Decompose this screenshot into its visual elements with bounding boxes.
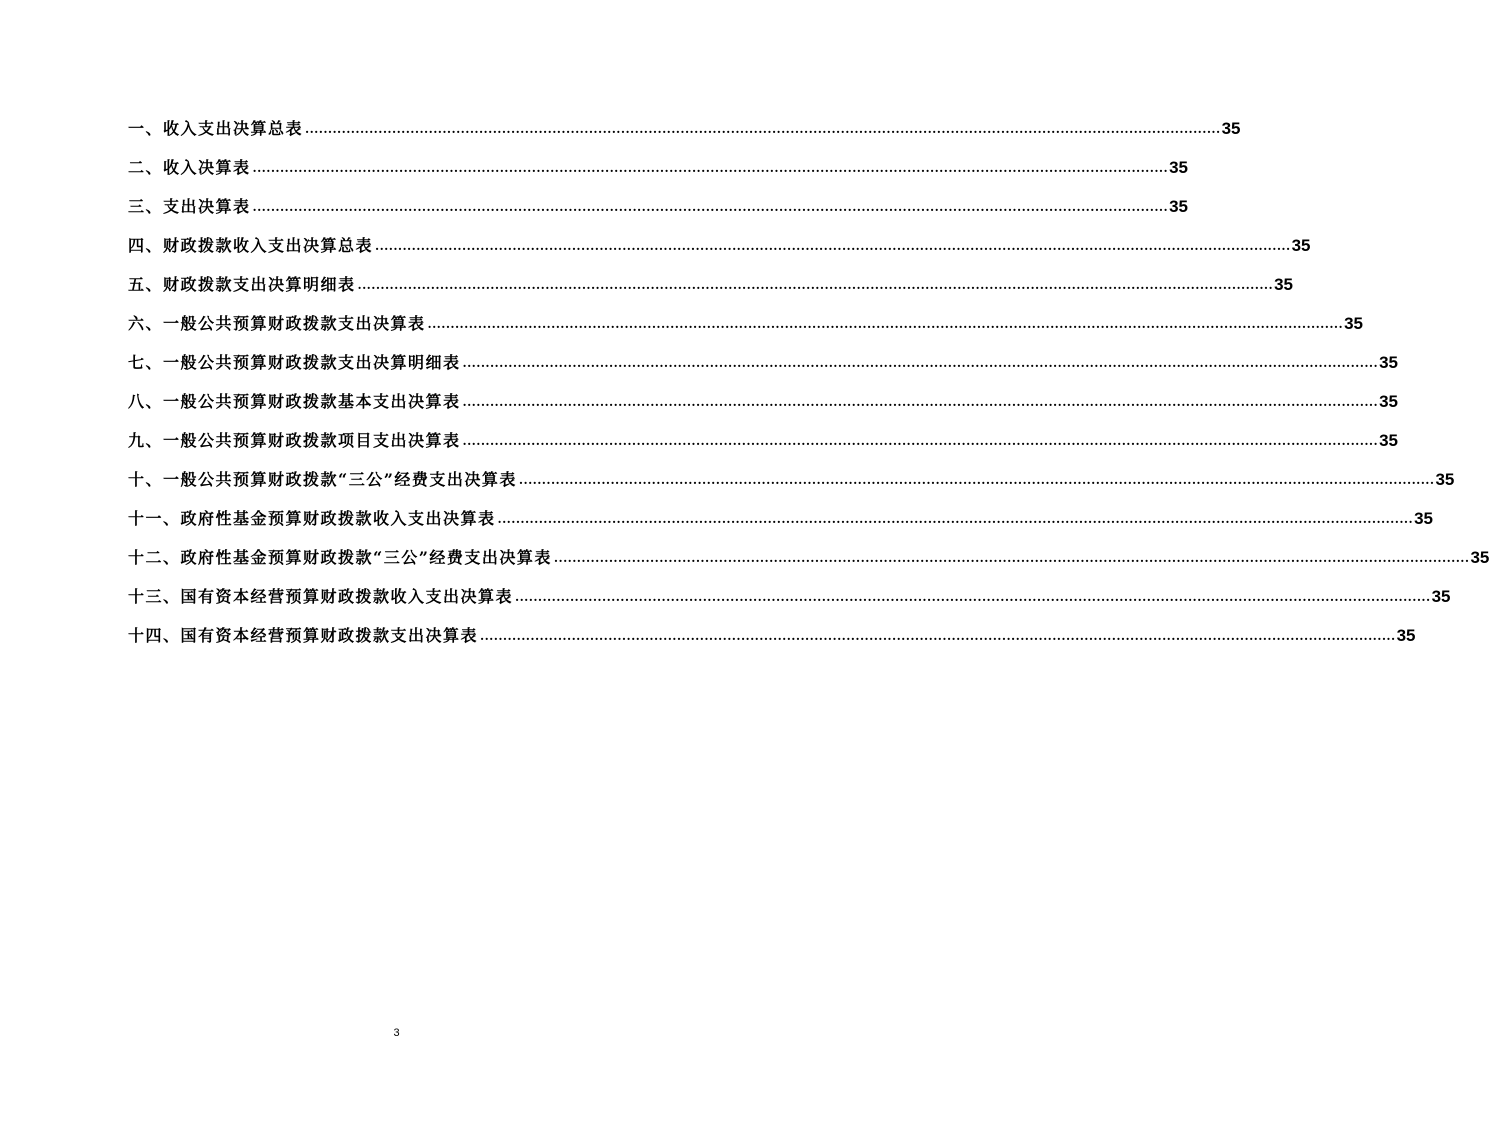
- toc-dot-leader: ........................................................................................................................................................................................................: [357, 278, 1274, 292]
- toc-dot-leader: ........................................................................................................................................................................................................: [497, 512, 1414, 526]
- toc-entry[interactable]: [128, 417, 1398, 456]
- toc-entry[interactable]: [128, 300, 1363, 339]
- toc-entry[interactable]: [128, 261, 1293, 300]
- toc-entry-title[interactable]: 一、收入支出决算总表: [128, 119, 304, 138]
- toc-dot-leader: ........................................................................................................................................................................................................: [462, 395, 1379, 409]
- toc-dot-leader: ........................................................................................................................................................................................................: [375, 239, 1291, 253]
- toc-entry-page[interactable]: 35: [1344, 314, 1363, 333]
- toc-dot-leader: ........................................................................................................................................................................................................: [518, 473, 1435, 487]
- toc-entry-title[interactable]: 四、财政拨款收入支出决算总表: [128, 236, 374, 255]
- toc-entry[interactable]: [128, 495, 1433, 534]
- toc-entry[interactable]: [128, 222, 1311, 261]
- toc-entry[interactable]: [128, 183, 1188, 222]
- toc-entry[interactable]: [128, 378, 1398, 417]
- toc-dot-leader: ........................................................................................................................................................................................................: [553, 551, 1470, 565]
- toc-entry-page[interactable]: 35: [1414, 509, 1433, 528]
- toc-entry-title[interactable]: 六、一般公共预算财政拨款支出决算表: [128, 314, 426, 333]
- toc-entry-page[interactable]: 35: [1435, 470, 1455, 489]
- toc-entry-title[interactable]: 十三、国有资本经营预算财政拨款收入支出决算表: [128, 587, 514, 606]
- toc-entry-page[interactable]: 35: [1291, 236, 1311, 255]
- toc-entry-title[interactable]: 十二、政府性基金预算财政拨款“三公”经费支出决算表: [128, 548, 552, 567]
- toc-entry[interactable]: [128, 456, 1455, 495]
- toc-dot-leader: ........................................................................................................................................................................................................: [480, 629, 1396, 643]
- toc-entry[interactable]: [128, 339, 1398, 378]
- toc-dot-leader: ........................................................................................................................................................................................................: [462, 356, 1379, 370]
- toc-entry-title[interactable]: 三、支出决算表: [128, 197, 251, 216]
- toc-entry[interactable]: [128, 144, 1188, 183]
- toc-entry[interactable]: [128, 105, 1241, 144]
- toc-entry-page[interactable]: 35: [1274, 275, 1293, 294]
- toc-entry[interactable]: [128, 612, 1416, 651]
- toc-entry-title[interactable]: 八、一般公共预算财政拨款基本支出决算表: [128, 392, 461, 411]
- toc-dot-leader: ........................................................................................................................................................................................................: [462, 434, 1379, 448]
- toc-entry-page[interactable]: 35: [1379, 353, 1398, 372]
- toc-entry-title[interactable]: 七、一般公共预算财政拨款支出决算明细表: [128, 353, 461, 372]
- toc-entry-title[interactable]: 五、财政拨款支出决算明细表: [128, 275, 356, 294]
- toc-entry-page[interactable]: 35: [1169, 158, 1188, 177]
- toc-entry[interactable]: [128, 573, 1451, 612]
- toc-entry[interactable]: [128, 534, 1489, 573]
- toc-entry-page[interactable]: 35: [1431, 587, 1451, 606]
- toc-entry-title[interactable]: 十一、政府性基金预算财政拨款收入支出决算表: [128, 509, 496, 528]
- table-of-contents: [128, 105, 1489, 651]
- toc-dot-leader: ........................................................................................................................................................................................................: [427, 317, 1344, 331]
- toc-dot-leader: ........................................................................................................................................................................................................: [252, 161, 1169, 175]
- toc-entry-page[interactable]: 35: [1396, 626, 1416, 645]
- toc-entry-title[interactable]: 十四、国有资本经营预算财政拨款支出决算表: [128, 626, 479, 645]
- toc-dot-leader: ........................................................................................................................................................................................................: [305, 122, 1221, 136]
- toc-entry-page[interactable]: 35: [1221, 119, 1241, 138]
- toc-entry-title[interactable]: 九、一般公共预算财政拨款项目支出决算表: [128, 431, 461, 450]
- page-number: 3: [393, 1027, 400, 1039]
- toc-entry-page[interactable]: 35: [1379, 431, 1398, 450]
- toc-entry-page[interactable]: 35: [1379, 392, 1398, 411]
- toc-entry-page[interactable]: 35: [1470, 548, 1489, 567]
- toc-dot-leader: ........................................................................................................................................................................................................: [515, 590, 1431, 604]
- toc-entry-title[interactable]: 二、收入决算表: [128, 158, 251, 177]
- toc-entry-title[interactable]: 十、一般公共预算财政拨款“三公”经费支出决算表: [128, 470, 517, 489]
- toc-entry-page[interactable]: 35: [1169, 197, 1188, 216]
- toc-dot-leader: ........................................................................................................................................................................................................: [252, 200, 1169, 214]
